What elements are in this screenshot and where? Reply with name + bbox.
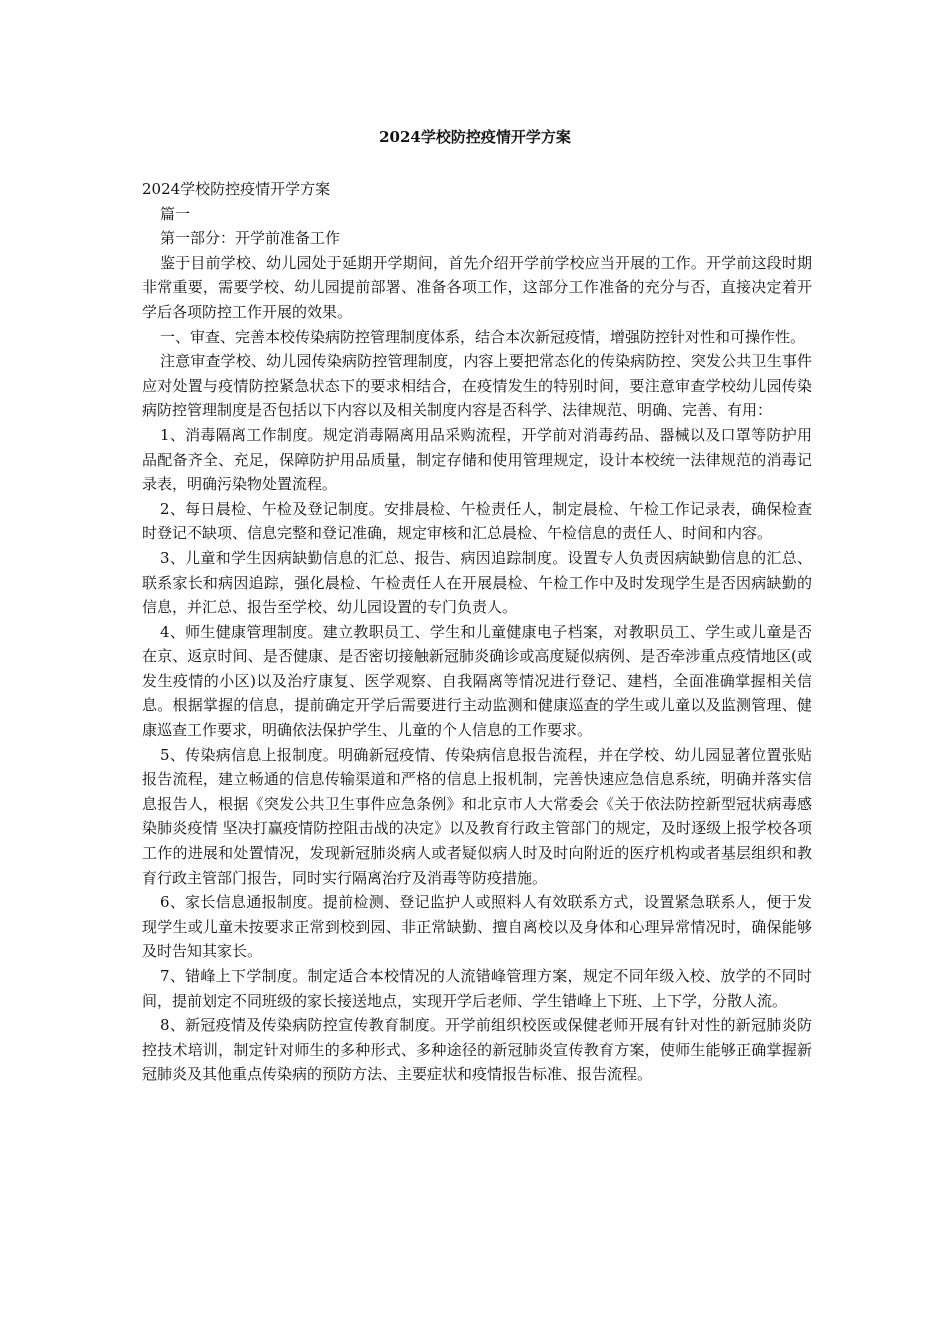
paragraph: 第一部分：开学前准备工作 — [160, 229, 341, 248]
paragraph: 8、新冠疫情及传染病防控宣传教育制度。开学前组织校医或保健老师开展有针对性的新冠肺炎防控技术培训，制定针对师生的多种形式、多种途径的新冠肺炎宣传教育方案，使师生能够正确掌握新冠肺炎及其他重点传染病的预防方法、主要症状和疫情报告标准、报告流程。 — [142, 1016, 812, 1084]
paragraph: 鉴于目前学校、幼儿园处于延期开学期间，首先介绍开学前学校应当开展的工作。开学前这段时期非常重要，需要学校、幼儿园提前部署、准备各项工作，这部分工作准备的充分与否，直接决定着开学后各项防控工作开展的效果。 — [142, 253, 812, 321]
paragraph: 2024学校防控疫情开学方案 — [142, 180, 331, 198]
paragraph: 篇一 — [160, 204, 191, 223]
paragraph: 注意审查学校、幼儿园传染病防控管理制度，内容上要把常态化的传染病防控、突发公共卫生事件应对处置与疫情防控紧急状态下的要求相结合，在疫情发生的特别时间，要注意审查学校幼儿园传染病防控管理制度是否包括以下内容以及相关制度内容是否科学、法律规范、明确、完善、有用： — [142, 352, 812, 420]
paragraph: 6、家长信息通报制度。提前检测、登记监护人或照料人有效联系方式，设置紧急联系人，便于发现学生或儿童未按要求正常到校到园、非正常缺勤、擅自离校以及身体和心理异常情况时，确保能够及时告知其家长。 — [142, 893, 812, 961]
paragraph: 2、每日晨检、午检及登记制度。安排晨检、午检责任人，制定晨检、午检工作记录表，确保检查时登记不缺项、信息完整和登记准确，规定审核和汇总晨检、午检信息的责任人、时间和内容。 — [142, 499, 812, 543]
paragraph: 1、消毒隔离工作制度。规定消毒隔离用品采购流程，开学前对消毒药品、器械以及口罩等防护用品配备齐全、充足，保障防护用品质量，制定存储和使用管理规定，设计本校统一法律规范的消毒记录表，明确污染物处置流程。 — [142, 425, 812, 494]
paragraph: 4、师生健康管理制度。建立教职员工、学生和儿童健康电子档案，对教职员工、学生或儿童是否在京、返京时间、是否健康、是否密切接触新冠肺炎确诊或高度疑似病例、是否牵涉重点疫情地区(或发生疫情的小区)以及治疗康复、医学观察、自我隔离等情况进行登记、建档，全面准确掌握相关信息。根据掌握的信息，提前确定开学后需要进行主动监测和健康巡查的学生或儿童以及监测管理、健康巡查工作要求，明确依法保护学生、儿童的个人信息的工作要求。 — [142, 622, 812, 740]
document-title: 2024学校防控疫情开学方案 — [379, 128, 571, 146]
paragraph: 一、审查、完善本校传染病防控管理制度体系，结合本次新冠疫情，增强防控针对性和可操作性。 — [160, 327, 806, 346]
paragraph: 7、错峰上下学制度。制定适合本校情况的人流错峰管理方案，规定不同年级入校、放学的不同时间，提前划定不同班级的家长接送地点，实现开学后老师、学生错峰上下班、上下学，分散人流。 — [142, 967, 812, 1010]
document-body — [142, 177, 812, 1087]
paragraph: 5、传染病信息上报制度。明确新冠疫情、传染病信息报告流程，并在学校、幼儿园显著位置张贴报告流程，建立畅通的信息传输渠道和严格的信息上报机制，完善快速应急信息系统，明确并落实信息报告人，根据《突发公共卫生事件应急条例》和北京市人大常委会《关于依法防控新型冠状病毒感染肺炎疫情 坚决打赢疫情防控阻击战的决定》以及教育行政主管部门的规定，及时逐级上报学校各项工作的进展和处置情况，发现新冠肺炎病人或者疑似病人时及时向附近的医疗机构或者基层组织和教育行政主管部门报告，同时实行隔离治疗及消毒等防疫措施。 — [142, 745, 812, 887]
paragraph: 3、儿童和学生因病缺勤信息的汇总、报告、病因追踪制度。设置专人负责因病缺勤信息的汇总、联系家长和病因追踪，强化晨检、午检责任人在开展晨检、午检工作中及时发现学生是否因病缺勤的信息，并汇总、报告至学校、幼儿园设置的专门负责人。 — [142, 548, 812, 617]
